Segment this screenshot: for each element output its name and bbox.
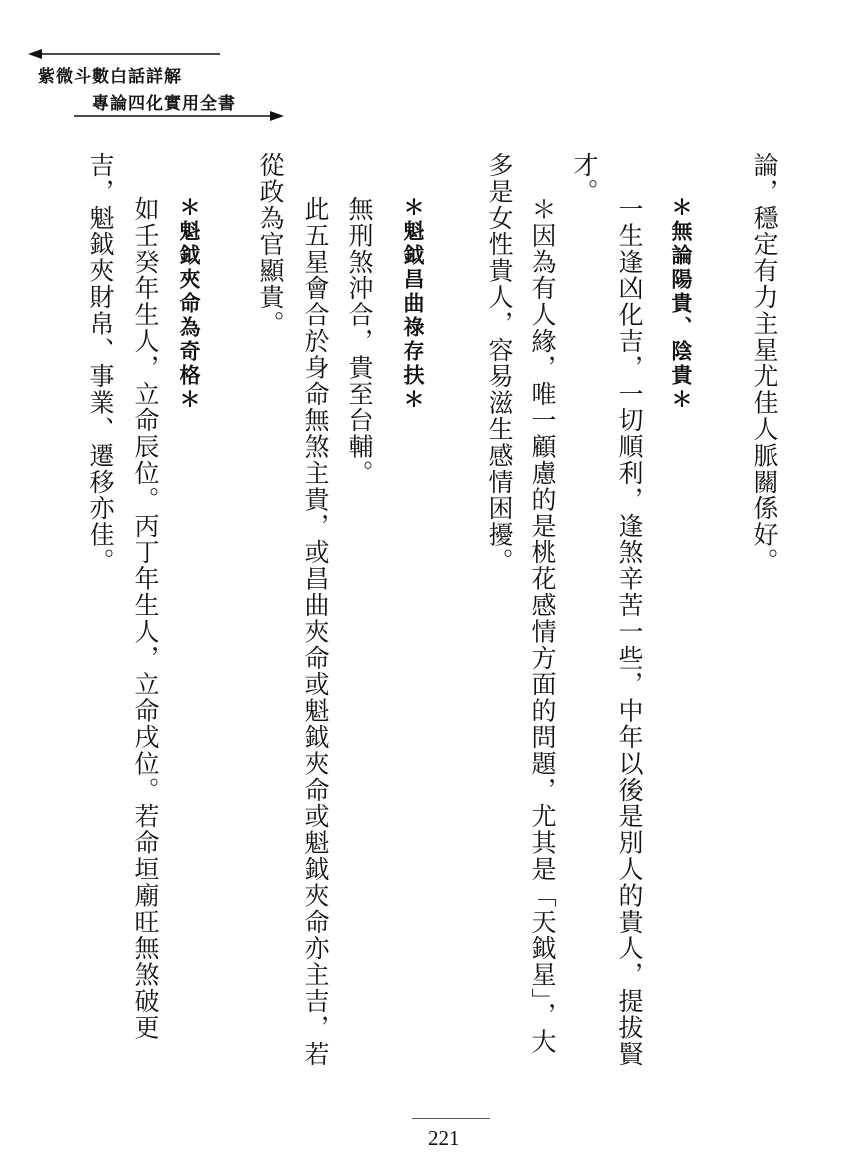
text-column-2: 才。	[570, 152, 599, 205]
section-heading-2: ＊魁鉞昌曲祿存扶＊	[401, 196, 425, 412]
text-column-9: 吉，魁鉞夾財帛、事業、遷移亦佳。	[86, 152, 115, 575]
text-column-6: 從政為官顯貴。	[256, 152, 285, 337]
text-column-8: 無刑煞沖合，貴至台輔。	[345, 196, 374, 487]
text-column-7: 此五星會合於身命無煞主貴，或昌曲夾命或魁鉞夾命或魁鉞夾命亦主吉，若	[301, 196, 330, 1068]
text-column-10: 如壬癸年生人，立命辰位。丙丁年生人，立命戌位。若命垣廟旺無煞破更	[131, 196, 160, 1041]
text-column-4: 多是女性貴人，容易滋生感情困擾。	[485, 152, 514, 575]
page-number: 221	[428, 1126, 460, 1150]
text-column-1: 論，穩定有力主星尤佳人脈關係好。	[750, 152, 779, 575]
right-arrow-icon	[74, 108, 284, 124]
left-arrow-icon	[28, 46, 222, 62]
text-column-3: 一生逢凶化吉，一切順利，逢煞辛苦一些，中年以後是別人的貴人，提拔賢	[615, 196, 644, 1068]
series-title: 專論四化實用全書	[92, 94, 236, 114]
footer-rule	[412, 1118, 490, 1119]
section-heading-1: ＊無論陽貴、陰貴＊	[669, 196, 693, 412]
section-heading-3: ＊魁鉞夾命為奇格＊	[177, 196, 201, 412]
text-column-5: ＊因為有人緣，唯一顧慮的是桃花感情方面的問題，尤其是「天鉞星」，大	[528, 196, 557, 1055]
book-title: 紫微斗數白話詳解	[38, 67, 182, 87]
